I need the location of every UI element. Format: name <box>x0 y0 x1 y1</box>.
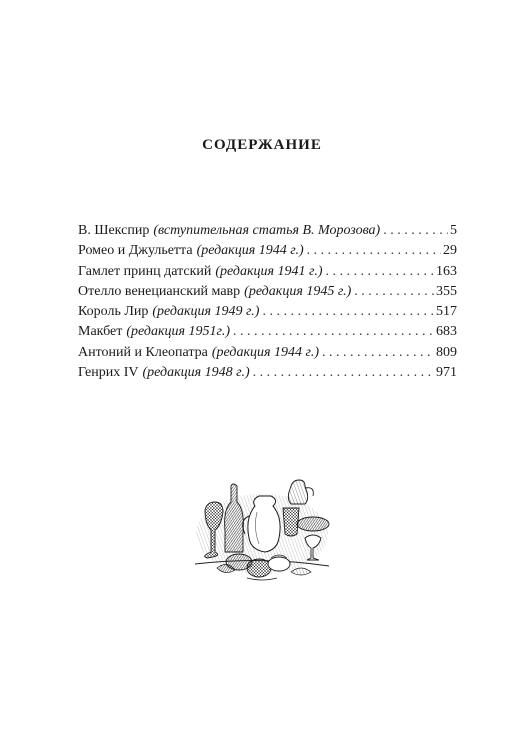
toc-entry-title: В. Шекспир <box>78 223 150 238</box>
page-title: СОДЕРЖАНИЕ <box>202 137 322 153</box>
toc-entry <box>78 322 457 342</box>
toc-entry-page: 971 <box>436 365 457 381</box>
toc-entry-page: 29 <box>443 243 457 259</box>
toc-entry-page: 355 <box>436 283 457 299</box>
leader-dots <box>354 282 434 302</box>
leader-dots <box>325 262 434 282</box>
toc-entry-note: (вступительная статья В. Морозова) <box>153 223 381 238</box>
toc-entry-page: 683 <box>436 324 457 340</box>
toc-entry-title: Генрих IV <box>78 365 139 381</box>
toc-entry <box>78 282 457 302</box>
toc-entry <box>78 262 457 282</box>
toc-entry-page: 809 <box>436 344 457 360</box>
toc-entry-title: Антоний и Клеопатра <box>78 344 208 360</box>
toc-entry-page: 163 <box>436 263 457 279</box>
toc-entry-title: Гамлет принц датский <box>78 263 212 279</box>
toc-entry-title: Ромео и Джульетта <box>78 243 193 259</box>
toc-entry-note: (редакция 1951г.) <box>126 324 230 340</box>
toc-entry-note: (редакция 1945 г.) <box>244 283 352 299</box>
toc-entry <box>78 221 457 241</box>
toc-entry <box>78 302 457 322</box>
table-of-contents <box>78 221 457 383</box>
toc-entry-page: 5 <box>450 223 457 238</box>
toc-entry-note: (редакция 1944 г.) <box>196 243 304 259</box>
toc-entry <box>78 363 457 383</box>
toc-entry-title: Отелло венецианский мавр <box>78 283 241 299</box>
toc-entry <box>78 241 457 261</box>
leader-dots <box>262 302 434 322</box>
toc-entry-note: (редакция 1948 г.) <box>142 365 250 381</box>
toc-entry <box>78 343 457 363</box>
toc-entry-note: (редакция 1944 г.) <box>211 344 319 360</box>
leader-dots <box>233 322 434 342</box>
toc-entry-note: (редакция 1949 г.) <box>152 304 260 320</box>
leader-dots <box>322 343 434 363</box>
leader-dots <box>253 363 434 383</box>
toc-entry-title: Король Лир <box>78 304 149 320</box>
toc-entry-page: 517 <box>436 304 457 320</box>
toc-entry-title: Макбет <box>78 324 123 340</box>
toc-entry-note: (редакция 1941 г.) <box>215 263 323 279</box>
leader-dots <box>307 241 441 261</box>
still-life-vignette-icon <box>187 472 337 590</box>
leader-dots <box>383 221 448 241</box>
